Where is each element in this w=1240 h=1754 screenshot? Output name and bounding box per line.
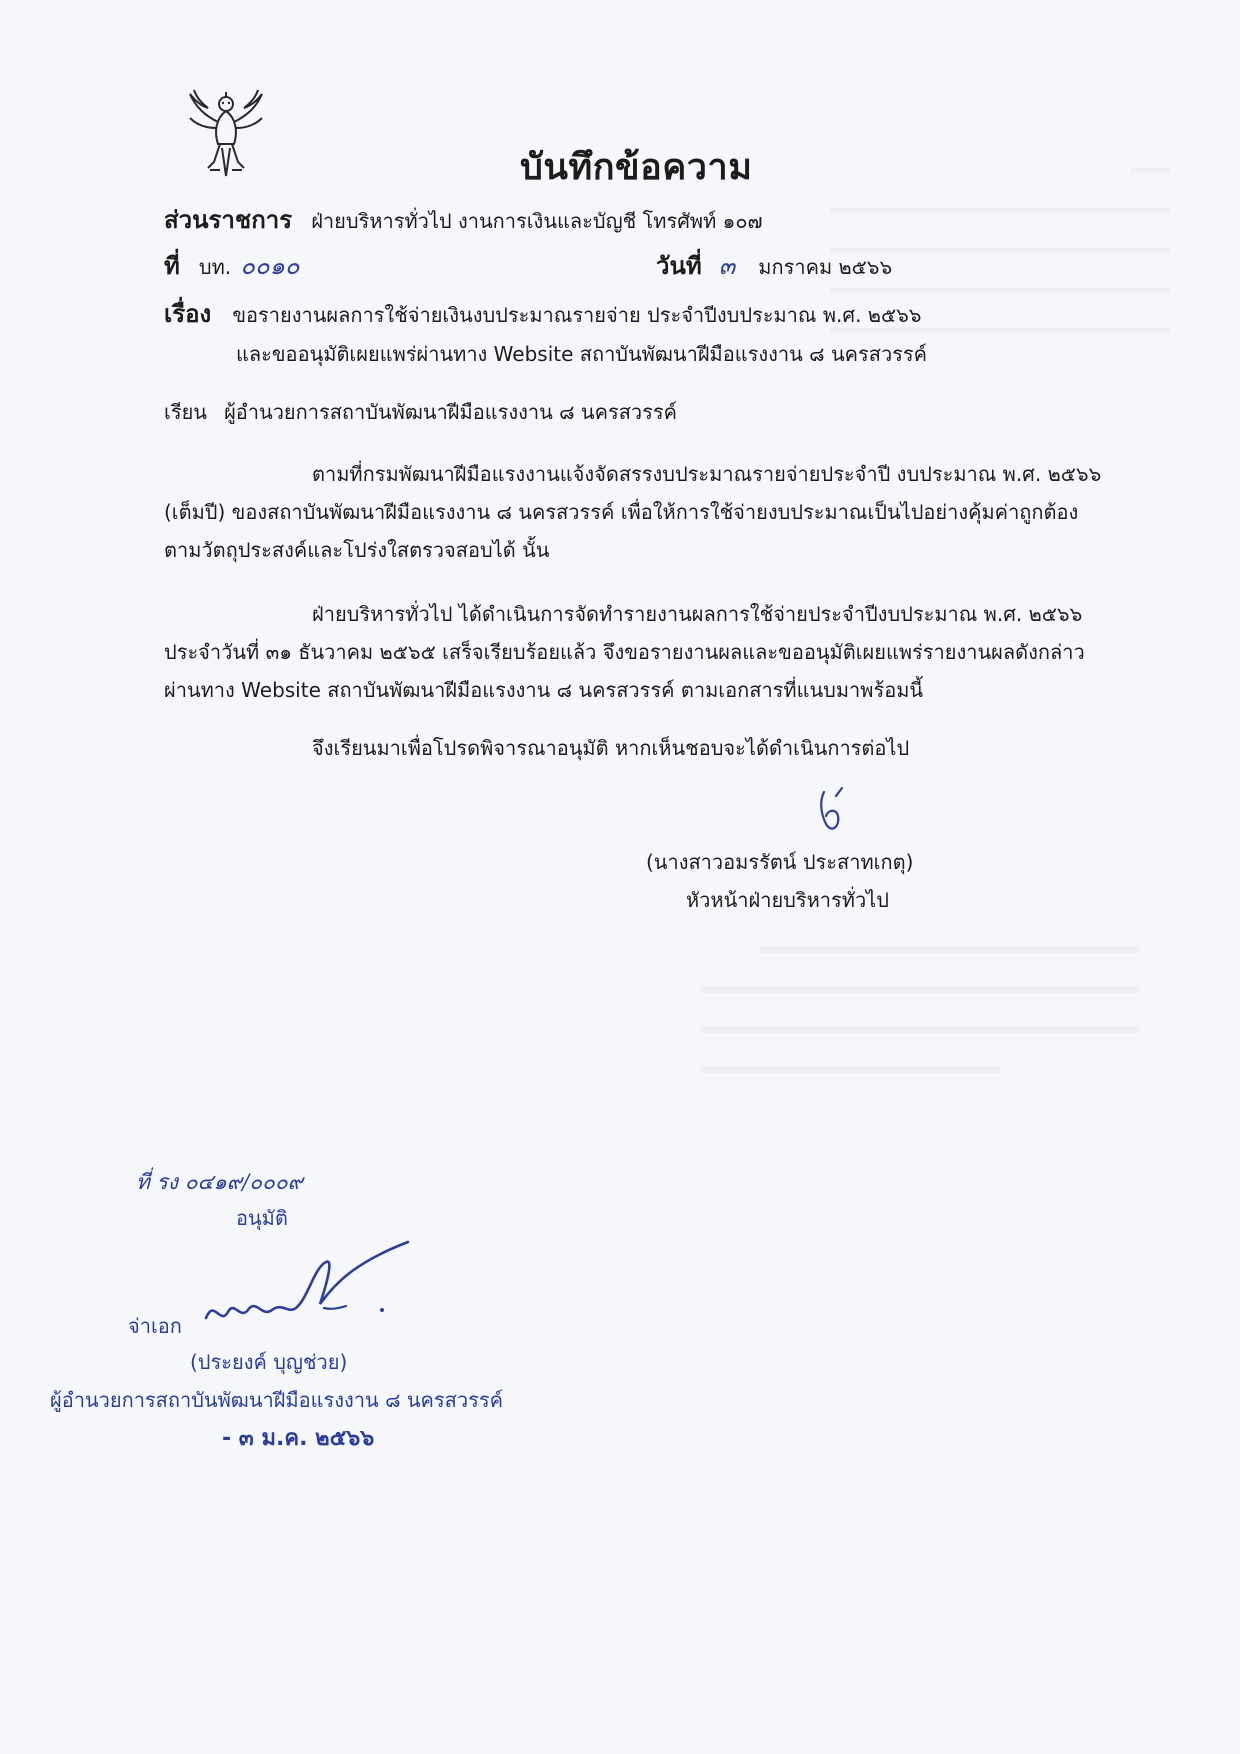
reference-row — [164, 246, 299, 285]
paragraph-2-line-3: ผ่านทาง Website สถาบันพัฒนาฝีมือแรงงาน ๘ นครสวรรค์ ตามเอกสารที่แนบมาพร้อมนี้ — [164, 678, 924, 702]
subject-row — [164, 294, 922, 333]
bleed-through-mark — [700, 940, 1160, 1090]
paragraph-1-line-2: (เต็มปี) ของสถาบันพัฒนาฝีมือแรงงาน ๘ นครสวรรค์ เพื่อให้การใช้จ่ายงบประมาณเป็นไปอย่างคุ้มค่าถูกต้อง — [164, 500, 1079, 524]
to-row — [164, 396, 677, 428]
paragraph-2-line-1: ฝ่ายบริหารทั่วไป ได้ดำเนินการจัดทำรายงานผลการใช้จ่ายประจำปีงบประมาณ พ.ศ. ๒๕๖๖ — [312, 602, 1083, 626]
paragraph-2-line-2: ประจำวันที่ ๓๑ ธันวาคม ๒๕๖๕ เสร็จเรียบร้อยแล้ว จึงขอรายงานผลและขออนุมัติเผยแพร่รายงานผลดังกล่าว — [164, 640, 1085, 664]
signer-name: (นางสาวอมรรัตน์ ประสาทเกตุ) — [646, 850, 914, 874]
garuda-emblem-icon — [186, 88, 266, 180]
subject-line-2: และขออนุมัติเผยแพร่ผ่านทาง Website สถาบันพัฒนาฝีมือแรงงาน ๘ นครสวรรค์ — [236, 342, 928, 366]
to-value: ผู้อำนวยการสถาบันพัฒนาฝีมือแรงงาน ๘ นครสวรรค์ — [224, 400, 678, 424]
ref-label: ที่ — [164, 252, 180, 280]
to-label: เรียน — [164, 400, 207, 424]
paragraph-3: จึงเรียนมาเพื่อโปรดพิจารณาอนุมัติ หากเห็นชอบจะได้ดำเนินการต่อไป — [312, 736, 910, 760]
date-label: วันที่ — [656, 252, 702, 280]
subject-label: เรื่อง — [164, 300, 212, 328]
ref-number: ๐๐๑๐ — [240, 252, 300, 280]
memo-title: บันทึกข้อความ — [520, 147, 753, 188]
approver-position: ผู้อำนวยการสถาบันพัฒนาฝีมือแรงงาน ๘ นครสวรรค์ — [50, 1388, 503, 1412]
paragraph-1-line-1: ตามที่กรมพัฒนาฝีมือแรงงานแจ้งจัดสรรงบประมาณรายจ่ายประจำปี งบประมาณ พ.ศ. ๒๕๖๖ — [312, 462, 1102, 486]
approver-name: (ประยงค์ บุญช่วย) — [190, 1350, 348, 1374]
approver-signature — [196, 1238, 416, 1338]
approval-signed-prefix: จ่าเอก — [128, 1314, 182, 1338]
signer-position: หัวหน้าฝ่ายบริหารทั่วไป — [686, 888, 889, 912]
department-value: ฝ่ายบริหารทั่วไป งานการเงินและบัญชี โทรศัพท์ ๑๐๗ — [311, 209, 763, 233]
bleed-through-mark-top — [830, 150, 1170, 380]
signer-signature — [810, 786, 850, 838]
approval-date: - ๓ ม.ค. ๒๕๖๖ — [222, 1426, 375, 1451]
paragraph-1-line-3: ตามวัตถุประสงค์และโปร่งใสตรวจสอบได้ นั้น — [164, 538, 550, 562]
approval-ref: ที่ รง ๐๔๑๙/๐๐๐๙ — [136, 1170, 304, 1194]
department-row — [164, 200, 763, 239]
date-month-year: มกราคม ๒๕๖๖ — [758, 255, 893, 279]
ref-prefix: บท. — [198, 255, 232, 279]
department-label: ส่วนราชการ — [164, 206, 293, 234]
date-day: ๓ — [718, 252, 736, 280]
approval-approved: อนุมัติ — [236, 1206, 288, 1230]
subject-line-1: ขอรายงานผลการใช้จ่ายเงินงบประมาณรายจ่าย ประจำปีงบประมาณ พ.ศ. ๒๕๖๖ — [232, 303, 922, 327]
